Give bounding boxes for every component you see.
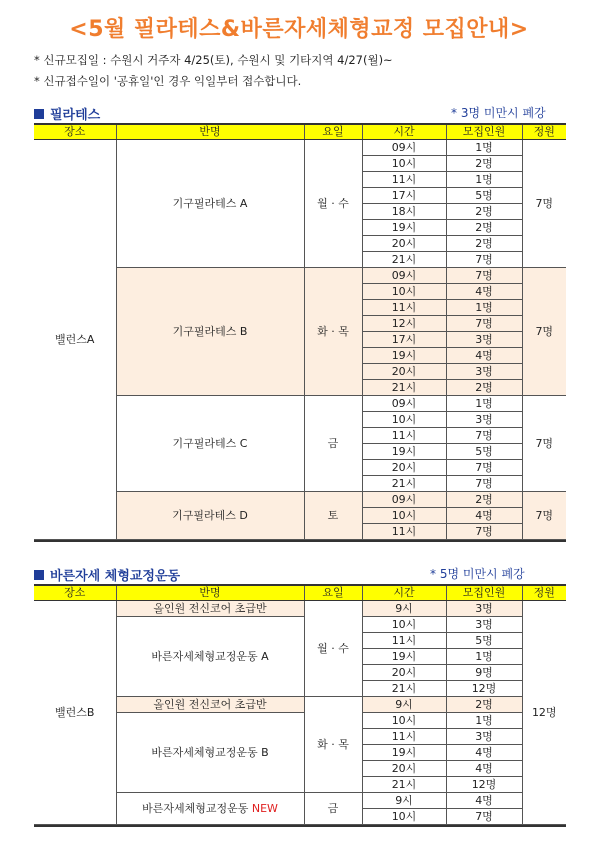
header-row bbox=[34, 585, 566, 601]
time-cell: 18시 bbox=[362, 204, 446, 220]
time-cell: 20시 bbox=[362, 460, 446, 476]
time-cell: 09시 bbox=[362, 492, 446, 508]
time-cell: 20시 bbox=[362, 665, 446, 681]
column-header-place: 장소 bbox=[34, 124, 116, 140]
column-header-class: 반명 bbox=[116, 124, 304, 140]
column-header-days: 요일 bbox=[304, 124, 362, 140]
openings-cell: 2명 bbox=[446, 492, 522, 508]
notice-holiday: * 신규접수일이 '공휴일'인 경우 익일부터 접수합니다. bbox=[34, 74, 302, 88]
time-cell: 21시 bbox=[362, 681, 446, 697]
new-badge: NEW bbox=[251, 801, 278, 815]
class-name-cell: 기구필라테스 C bbox=[116, 396, 304, 492]
openings-cell: 2명 bbox=[446, 697, 522, 713]
place-cell: 밸런스A bbox=[34, 140, 116, 540]
column-header-capacity: 정원 bbox=[522, 124, 566, 140]
class-name-cell bbox=[116, 617, 304, 697]
posture-section-label: 바른자세 체형교정운동 bbox=[50, 569, 181, 584]
openings-cell: 1명 bbox=[446, 713, 522, 729]
time-cell: 10시 bbox=[362, 713, 446, 729]
time-cell: 9시 bbox=[362, 697, 446, 713]
column-header-time: 시간 bbox=[362, 585, 446, 601]
time-cell: 11시 bbox=[362, 729, 446, 745]
pilates-cancel-note: * 3명 미만시 폐강 bbox=[451, 106, 546, 120]
openings-cell: 7명 bbox=[446, 809, 522, 825]
openings-cell: 1명 bbox=[446, 140, 522, 156]
openings-cell: 5명 bbox=[446, 188, 522, 204]
time-cell: 11시 bbox=[362, 428, 446, 444]
capacity-cell: 7명 bbox=[522, 396, 566, 492]
openings-cell: 2명 bbox=[446, 220, 522, 236]
openings-cell: 3명 bbox=[446, 617, 522, 633]
time-cell: 10시 bbox=[362, 156, 446, 172]
openings-cell: 7명 bbox=[446, 268, 522, 284]
days-cell: 월 · 수 bbox=[304, 601, 362, 697]
time-cell: 17시 bbox=[362, 332, 446, 348]
openings-cell: 12명 bbox=[446, 777, 522, 793]
capacity-cell: 12명 bbox=[522, 601, 566, 825]
posture-table-bottom-rule bbox=[34, 825, 566, 827]
square-bullet-icon bbox=[34, 570, 44, 580]
class-name-label: 올인원 전신코어 초급반 bbox=[153, 601, 267, 615]
openings-cell: 2명 bbox=[446, 204, 522, 220]
openings-cell: 9명 bbox=[446, 665, 522, 681]
time-cell: 10시 bbox=[362, 412, 446, 428]
openings-cell: 4명 bbox=[446, 348, 522, 364]
openings-cell: 4명 bbox=[446, 793, 522, 809]
column-header-openings: 모집인원 bbox=[446, 124, 522, 140]
capacity-cell: 7명 bbox=[522, 140, 566, 268]
openings-cell: 7명 bbox=[446, 476, 522, 492]
time-cell: 10시 bbox=[362, 809, 446, 825]
time-cell: 09시 bbox=[362, 268, 446, 284]
time-cell: 11시 bbox=[362, 172, 446, 188]
openings-cell: 4명 bbox=[446, 508, 522, 524]
time-cell: 20시 bbox=[362, 236, 446, 252]
openings-cell: 1명 bbox=[446, 649, 522, 665]
openings-cell: 3명 bbox=[446, 729, 522, 745]
class-name-cell bbox=[116, 793, 304, 825]
time-cell: 11시 bbox=[362, 633, 446, 649]
square-bullet-icon bbox=[34, 109, 44, 119]
class-name-label: 올인원 전신코어 초급반 bbox=[153, 697, 267, 711]
posture-table bbox=[34, 584, 566, 825]
header-row bbox=[34, 124, 566, 140]
time-cell: 21시 bbox=[362, 777, 446, 793]
column-header-openings: 모집인원 bbox=[446, 585, 522, 601]
openings-cell: 2명 bbox=[446, 236, 522, 252]
openings-cell: 7명 bbox=[446, 316, 522, 332]
openings-cell: 12명 bbox=[446, 681, 522, 697]
capacity-cell: 7명 bbox=[522, 492, 566, 540]
openings-cell: 7명 bbox=[446, 524, 522, 540]
time-cell: 21시 bbox=[362, 476, 446, 492]
openings-cell: 5명 bbox=[446, 633, 522, 649]
openings-cell: 7명 bbox=[446, 428, 522, 444]
pilates-table bbox=[34, 123, 566, 540]
openings-cell: 3명 bbox=[446, 412, 522, 428]
days-cell: 화 · 목 bbox=[304, 697, 362, 793]
days-cell: 금 bbox=[304, 396, 362, 492]
class-name-label: 바른자세체형교정운동 B bbox=[151, 745, 269, 759]
time-cell: 10시 bbox=[362, 508, 446, 524]
time-cell: 10시 bbox=[362, 617, 446, 633]
time-cell: 11시 bbox=[362, 300, 446, 316]
time-cell: 20시 bbox=[362, 761, 446, 777]
time-cell: 9시 bbox=[362, 793, 446, 809]
table-row bbox=[34, 601, 566, 617]
days-cell: 토 bbox=[304, 492, 362, 540]
column-header-time: 시간 bbox=[362, 124, 446, 140]
place-cell: 밸런스B bbox=[34, 601, 116, 825]
notice-recruit-date: * 신규모집일 : 수원시 거주자 4/25(토), 수원시 및 기타지역 4/27(월)~ bbox=[34, 53, 393, 67]
table-row bbox=[34, 140, 566, 156]
openings-cell: 2명 bbox=[446, 156, 522, 172]
capacity-cell: 7명 bbox=[522, 268, 566, 396]
days-cell: 금 bbox=[304, 793, 362, 825]
time-cell: 21시 bbox=[362, 252, 446, 268]
time-cell: 19시 bbox=[362, 444, 446, 460]
openings-cell: 7명 bbox=[446, 252, 522, 268]
time-cell: 09시 bbox=[362, 140, 446, 156]
class-name-cell: 기구필라테스 B bbox=[116, 268, 304, 396]
posture-section-title bbox=[34, 565, 180, 584]
time-cell: 9시 bbox=[362, 601, 446, 617]
openings-cell: 3명 bbox=[446, 364, 522, 380]
column-header-capacity: 정원 bbox=[522, 585, 566, 601]
openings-cell: 7명 bbox=[446, 460, 522, 476]
class-name-label: 바른자세체형교정운동 bbox=[142, 801, 249, 815]
column-header-class: 반명 bbox=[116, 585, 304, 601]
time-cell: 19시 bbox=[362, 220, 446, 236]
column-header-place: 장소 bbox=[34, 585, 116, 601]
time-cell: 19시 bbox=[362, 348, 446, 364]
pilates-table-bottom-rule bbox=[34, 540, 566, 542]
time-cell: 17시 bbox=[362, 188, 446, 204]
posture-cancel-note: * 5명 미만시 폐강 bbox=[430, 567, 525, 581]
time-cell: 12시 bbox=[362, 316, 446, 332]
class-name-label: 바른자세체형교정운동 A bbox=[151, 649, 269, 663]
openings-cell: 4명 bbox=[446, 745, 522, 761]
pilates-section-label: 필라테스 bbox=[50, 108, 101, 123]
openings-cell: 1명 bbox=[446, 172, 522, 188]
time-cell: 09시 bbox=[362, 396, 446, 412]
time-cell: 11시 bbox=[362, 524, 446, 540]
openings-cell: 5명 bbox=[446, 444, 522, 460]
time-cell: 10시 bbox=[362, 284, 446, 300]
column-header-days: 요일 bbox=[304, 585, 362, 601]
days-cell: 월 · 수 bbox=[304, 140, 362, 268]
openings-cell: 3명 bbox=[446, 332, 522, 348]
openings-cell: 1명 bbox=[446, 300, 522, 316]
openings-cell: 3명 bbox=[446, 601, 522, 617]
time-cell: 21시 bbox=[362, 380, 446, 396]
pilates-section-title bbox=[34, 104, 100, 123]
time-cell: 20시 bbox=[362, 364, 446, 380]
openings-cell: 2명 bbox=[446, 380, 522, 396]
days-cell: 화 · 목 bbox=[304, 268, 362, 396]
class-name-cell bbox=[116, 601, 304, 617]
openings-cell: 4명 bbox=[446, 284, 522, 300]
time-cell: 19시 bbox=[362, 745, 446, 761]
class-name-cell bbox=[116, 713, 304, 793]
openings-cell: 1명 bbox=[446, 396, 522, 412]
class-name-cell: 기구필라테스 D bbox=[116, 492, 304, 540]
class-name-cell: 기구필라테스 A bbox=[116, 140, 304, 268]
time-cell: 19시 bbox=[362, 649, 446, 665]
page-title: <5월 필라테스&바른자세체형교정 모집안내> bbox=[69, 17, 529, 42]
class-name-cell bbox=[116, 697, 304, 713]
openings-cell: 4명 bbox=[446, 761, 522, 777]
